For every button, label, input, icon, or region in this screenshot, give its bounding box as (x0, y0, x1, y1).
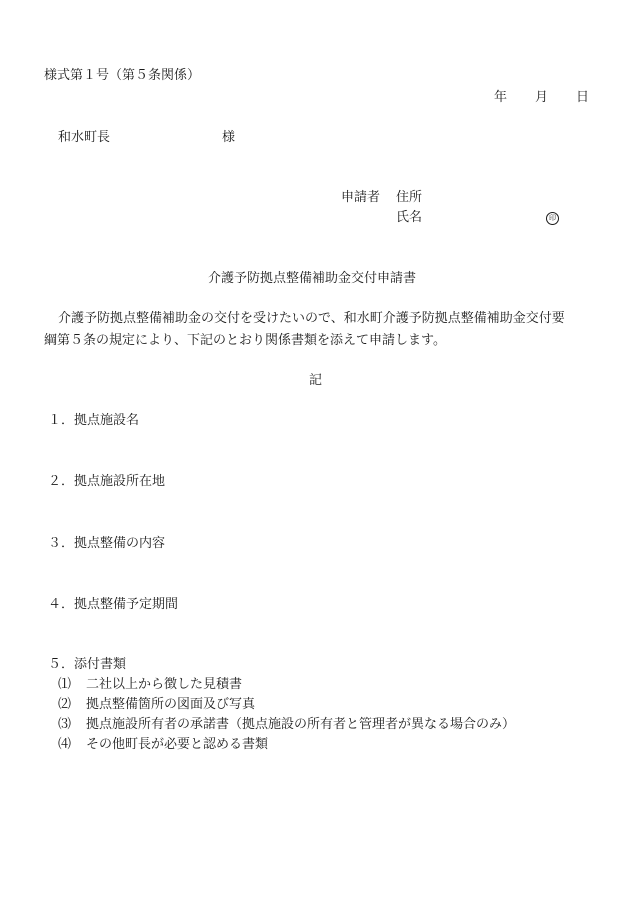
attachment-item (58, 697, 255, 713)
attachment-number: ⑴ (58, 677, 72, 692)
date-month-label: 月 (535, 90, 549, 105)
document-title: 介護予防拠点整備補助金交付申請書 (208, 271, 417, 286)
list-item (48, 474, 165, 490)
item-label: 拠点整備予定期間 (74, 597, 179, 612)
attachment-text: 二社以上から徴した見積書 (86, 677, 243, 692)
body-line-2: 綱第５条の規定により、下記のとおり関係書類を添えて申請します。 (44, 333, 446, 348)
item-number: ４． (48, 597, 75, 612)
item-number: ３． (48, 536, 75, 551)
attachment-text: 拠点施設所有者の承諾書（拠点施設の所有者と管理者が異なる場合のみ） (86, 717, 516, 732)
attachment-number: ⑷ (58, 737, 72, 752)
list-item (48, 597, 178, 613)
attachment-text: 拠点整備箇所の図面及び写真 (86, 697, 256, 712)
item-label: 拠点施設名 (74, 413, 140, 428)
body-paragraph (44, 308, 606, 352)
attachment-number: ⑶ (58, 717, 72, 732)
list-item (48, 413, 139, 429)
date-day-label: 日 (576, 90, 590, 105)
list-item (48, 657, 126, 673)
item-label: 添付書類 (74, 657, 127, 672)
attachment-text: その他町長が必要と認める書類 (86, 737, 269, 752)
attachment-item (58, 717, 515, 733)
form-number: 様式第１号（第５条関係） (44, 68, 201, 83)
ki-heading: 記 (309, 373, 323, 388)
attachment-number: ⑵ (58, 697, 72, 712)
attachment-item (58, 737, 268, 753)
item-label: 拠点施設所在地 (74, 474, 166, 489)
date-year-label: 年 (494, 90, 508, 105)
item-label: 拠点整備の内容 (74, 536, 166, 551)
addressee-name: 和水町長 (58, 130, 111, 145)
item-number: １． (48, 413, 75, 428)
list-item (48, 536, 165, 552)
item-number: ２． (48, 474, 75, 489)
attachment-item (58, 677, 242, 693)
applicant-label: 申請者 (341, 190, 381, 205)
addressee-honorific: 様 (222, 130, 236, 145)
applicant-name-label: 氏名 (396, 210, 423, 225)
applicant-address-label: 住所 (396, 190, 423, 205)
seal-mark: 印 (546, 212, 559, 225)
item-number: ５． (48, 657, 75, 672)
body-line-1: 介護予防拠点整備補助金の交付を受けたいので、和水町介護予防拠点整備補助金交付要 (58, 311, 565, 326)
